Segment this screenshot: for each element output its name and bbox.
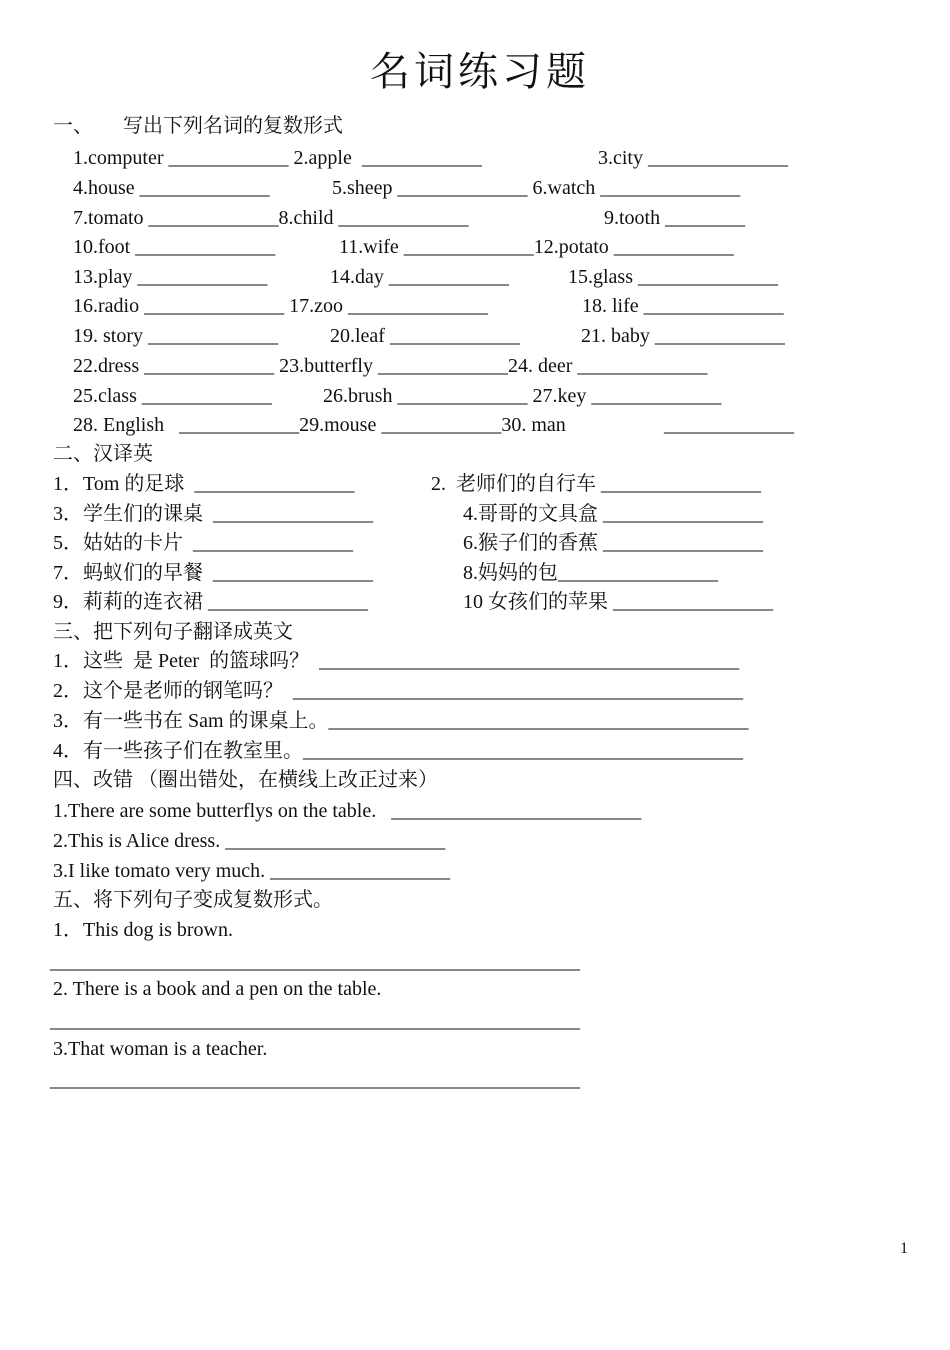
s3-row2: 2．这个是老师的钢笔吗？ _____________________________________________ — [53, 680, 743, 702]
s1-row7-b: 20.leaf _____________ — [330, 325, 520, 347]
s2-row2-a: 3．学生们的课桌 ________________ — [53, 503, 373, 525]
s1-row8-a: 22.dress _____________ 23.butterfly _____________24. deer _____________ — [73, 355, 708, 377]
s2-row4-a: 7．蚂蚁们的早餐 ________________ — [53, 562, 373, 584]
s1-row9-b: 26.brush _____________ 27.key _____________ — [323, 385, 722, 407]
s1-row6-b: 18. life ______________ — [582, 295, 784, 317]
s5-sentence3: 3.That woman is a teacher. — [53, 1038, 268, 1060]
page-number: 1 — [900, 1240, 908, 1257]
s4-row1: 1.There are some butterflys on the table. _________________________ — [53, 800, 642, 822]
s5-answer-line3: _____________________________________________________ — [50, 1069, 580, 1091]
s2-row1-a: 1．Tom 的足球 ________________ — [53, 473, 355, 495]
s1-row7-a: 19. story _____________ — [73, 325, 278, 347]
s1-row2-a: 4.house _____________ — [73, 177, 270, 199]
section2-heading: 二、汉译英 — [53, 443, 153, 465]
s1-row10-b: _____________ — [664, 414, 794, 436]
s1-row1-b: 3.city ______________ — [598, 147, 788, 169]
s4-row2: 2.This is Alice dress. ______________________ — [53, 830, 446, 852]
s1-row6-a: 16.radio ______________ 17.zoo ______________ — [73, 295, 488, 317]
s3-row1: 1．这些 是 Peter 的篮球吗？ __________________________________________ — [53, 650, 740, 672]
s1-row10-a: 28. English ____________29.mouse ____________30. man — [73, 414, 566, 436]
section3-heading: 三、把下列句子翻译成英文 — [53, 621, 293, 643]
s5-answer-line2: _____________________________________________________ — [50, 1010, 580, 1032]
s1-row4-a: 10.foot ______________ — [73, 236, 276, 258]
s1-row2-b: 5.sheep _____________ 6.watch ______________ — [332, 177, 741, 199]
s5-sentence2: 2. There is a book and a pen on the table. — [53, 978, 382, 1000]
s1-row7-c: 21. baby _____________ — [581, 325, 785, 347]
s3-row3: 3．有一些书在 Sam 的课桌上。__________________________________________ — [53, 710, 749, 732]
s3-row4: 4．有一些孩子们在教室里。____________________________________________ — [53, 740, 743, 762]
s2-row5-b: 10 女孩们的苹果 ________________ — [463, 591, 773, 613]
section4-heading: 四、改错 （圈出错处，在横线上改正过来） — [53, 769, 438, 791]
s1-row4-b: 11.wife _____________12.potato ____________ — [339, 236, 734, 258]
s1-row5-c: 15.glass ______________ — [568, 266, 778, 288]
s2-row2-b: 4.哥哥的文具盒 ________________ — [463, 503, 763, 525]
s1-row5-b: 14.day ____________ — [330, 266, 509, 288]
section5-heading: 五、将下列句子变成复数形式。 — [53, 889, 333, 911]
s2-row3-a: 5．姑姑的卡片 ________________ — [53, 532, 353, 554]
s5-sentence1: 1．This dog is brown. — [53, 919, 233, 941]
s2-row4-b: 8.妈妈的包________________ — [463, 562, 718, 584]
s1-row9-a: 25.class _____________ — [73, 385, 272, 407]
s1-row3-b: 9.tooth ________ — [604, 207, 746, 229]
s1-row1-a: 1.computer ____________ 2.apple ____________ — [73, 147, 482, 169]
s5-answer-line1: _____________________________________________________ — [50, 951, 580, 973]
s4-row3: 3.I like tomato very much. __________________ — [53, 860, 451, 882]
page-title: 名词练习题 — [370, 49, 590, 94]
s2-row3-b: 6.猴子们的香蕉 ________________ — [463, 532, 763, 554]
section1-heading: 一、 写出下列名词的复数形式 — [53, 115, 343, 137]
s2-row1-b: 2. 老师们的自行车 ________________ — [431, 473, 761, 495]
s1-row5-a: 13.play _____________ — [73, 266, 268, 288]
s2-row5-a: 9．莉莉的连衣裙 ________________ — [53, 591, 368, 613]
s1-row3-a: 7.tomato _____________8.child _____________ — [73, 207, 469, 229]
